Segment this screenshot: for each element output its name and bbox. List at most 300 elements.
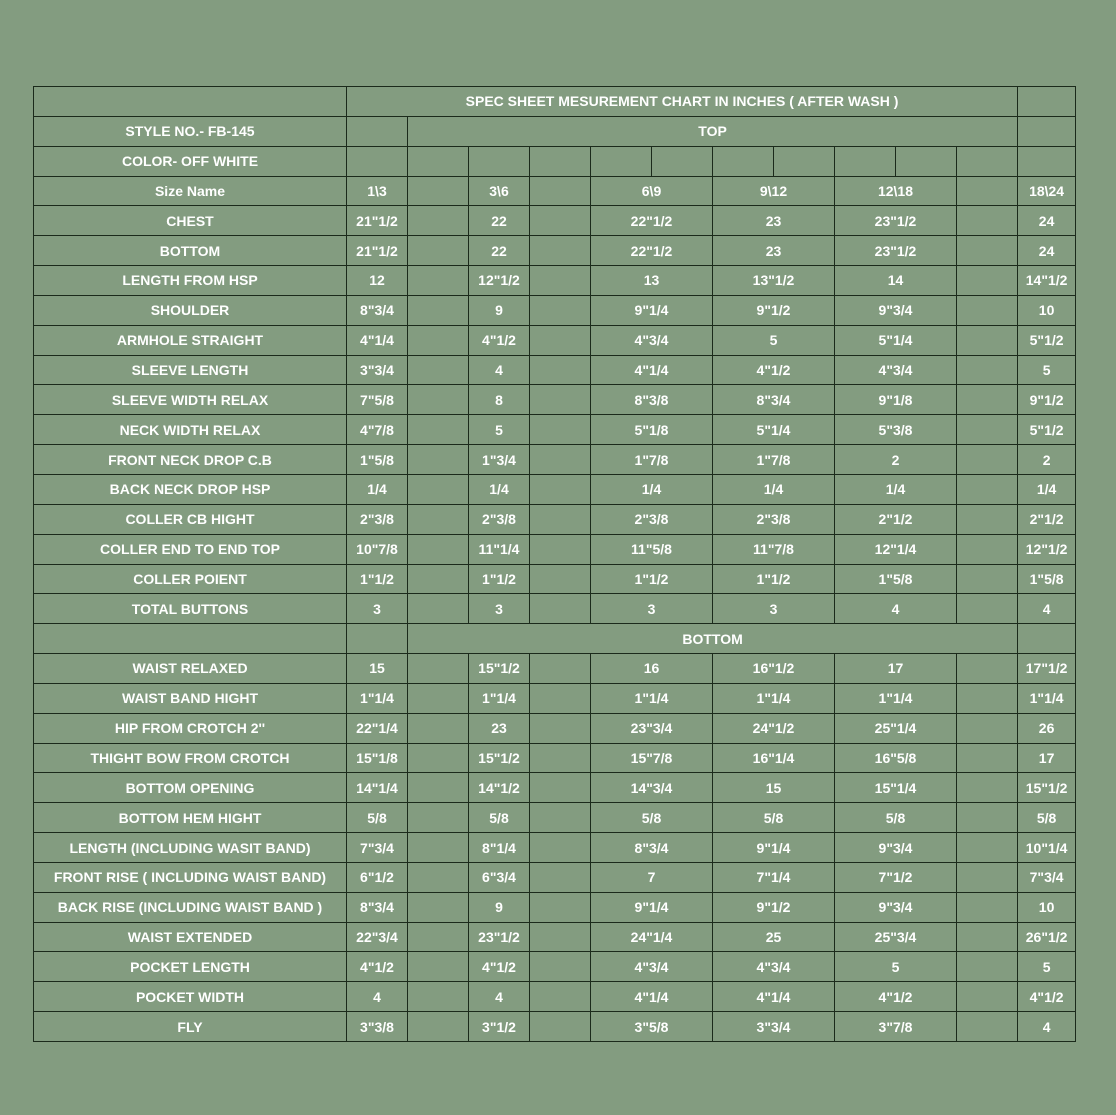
blank-cell bbox=[530, 415, 591, 445]
value-cell: 5"3/8 bbox=[835, 415, 957, 445]
blank-cell bbox=[530, 385, 591, 415]
value-cell: 4"1/2 bbox=[835, 982, 957, 1012]
blank-cell bbox=[530, 146, 591, 176]
value-cell: 3"3/4 bbox=[347, 355, 408, 385]
value-cell: 9"1/4 bbox=[713, 833, 835, 863]
blank-cell bbox=[408, 922, 469, 952]
measurement-label: COLLER CB HIGHT bbox=[34, 504, 347, 534]
blank-cell bbox=[652, 146, 713, 176]
blank-cell bbox=[530, 534, 591, 564]
blank-cell bbox=[408, 146, 469, 176]
value-cell: 23"1/2 bbox=[835, 236, 957, 266]
value-cell: 12 bbox=[347, 266, 408, 296]
value-cell: 4"3/4 bbox=[713, 952, 835, 982]
measurement-label: FRONT NECK DROP C.B bbox=[34, 445, 347, 475]
blank-cell bbox=[530, 474, 591, 504]
blank-cell bbox=[957, 654, 1018, 684]
value-cell: 5"1/2 bbox=[1018, 325, 1076, 355]
measurement-label: COLLER END TO END TOP bbox=[34, 534, 347, 564]
value-cell: 4 bbox=[469, 355, 530, 385]
value-cell: 4"1/2 bbox=[347, 952, 408, 982]
blank-cell bbox=[957, 504, 1018, 534]
value-cell: 1"1/2 bbox=[713, 564, 835, 594]
measurement-label: BACK NECK DROP HSP bbox=[34, 474, 347, 504]
value-cell: 3"7/8 bbox=[835, 1012, 957, 1042]
value-cell: 12"1/2 bbox=[469, 266, 530, 296]
value-cell: 22"1/2 bbox=[591, 236, 713, 266]
value-cell: 5 bbox=[835, 952, 957, 982]
blank-cell bbox=[957, 295, 1018, 325]
blank-cell bbox=[530, 504, 591, 534]
value-cell: 7"5/8 bbox=[347, 385, 408, 415]
blank-cell bbox=[957, 415, 1018, 445]
value-cell: 2"3/8 bbox=[347, 504, 408, 534]
blank-cell bbox=[530, 683, 591, 713]
top-measurement-row bbox=[34, 415, 1076, 445]
value-cell: 14 bbox=[835, 266, 957, 296]
bottom-measurement-row bbox=[34, 683, 1076, 713]
blank-cell bbox=[957, 474, 1018, 504]
value-cell: 15"1/4 bbox=[835, 773, 957, 803]
value-cell: 6"1/2 bbox=[347, 862, 408, 892]
blank-cell bbox=[408, 1012, 469, 1042]
blank-cell bbox=[34, 624, 347, 654]
value-cell: 5 bbox=[469, 415, 530, 445]
measurement-label: SLEEVE WIDTH RELAX bbox=[34, 385, 347, 415]
title-row bbox=[34, 87, 1076, 117]
value-cell: 1"7/8 bbox=[591, 445, 713, 475]
blank-cell bbox=[347, 146, 408, 176]
value-cell: 1/4 bbox=[835, 474, 957, 504]
value-cell: 4 bbox=[469, 982, 530, 1012]
value-cell: 1/4 bbox=[713, 474, 835, 504]
blank-cell bbox=[530, 176, 591, 206]
bottom-section-label: BOTTOM bbox=[408, 624, 1018, 654]
value-cell: 3"3/8 bbox=[347, 1012, 408, 1042]
value-cell: 5 bbox=[713, 325, 835, 355]
blank-cell bbox=[469, 146, 530, 176]
blank-cell bbox=[530, 773, 591, 803]
color-label: COLOR- OFF WHITE bbox=[34, 146, 347, 176]
value-cell: 2"1/2 bbox=[1018, 504, 1076, 534]
measurement-label: TOTAL BUTTONS bbox=[34, 594, 347, 624]
top-measurement-row bbox=[34, 385, 1076, 415]
value-cell: 8"3/4 bbox=[347, 295, 408, 325]
blank-cell bbox=[957, 982, 1018, 1012]
blank-cell bbox=[408, 773, 469, 803]
value-cell: 3 bbox=[713, 594, 835, 624]
bottom-measurement-row bbox=[34, 922, 1076, 952]
value-cell: 23 bbox=[713, 206, 835, 236]
bottom-section-row bbox=[34, 624, 1076, 654]
blank-cell bbox=[408, 713, 469, 743]
value-cell: 1/4 bbox=[347, 474, 408, 504]
measurement-label: BACK RISE (INCLUDING WAIST BAND ) bbox=[34, 892, 347, 922]
value-cell: 5"1/4 bbox=[713, 415, 835, 445]
blank-cell bbox=[408, 833, 469, 863]
blank-cell bbox=[530, 325, 591, 355]
value-cell: 15"1/2 bbox=[1018, 773, 1076, 803]
blank-cell bbox=[408, 445, 469, 475]
measurement-label: ARMHOLE STRAIGHT bbox=[34, 325, 347, 355]
value-cell: 9"1/4 bbox=[591, 295, 713, 325]
blank-cell bbox=[408, 474, 469, 504]
blank-cell bbox=[957, 206, 1018, 236]
value-cell: 1"3/4 bbox=[469, 445, 530, 475]
blank-cell bbox=[530, 1012, 591, 1042]
blank-cell bbox=[530, 206, 591, 236]
blank-cell bbox=[957, 683, 1018, 713]
blank-cell bbox=[957, 803, 1018, 833]
value-cell: 2"1/2 bbox=[835, 504, 957, 534]
value-cell: 1"5/8 bbox=[347, 445, 408, 475]
measurement-label: WAIST RELAXED bbox=[34, 654, 347, 684]
value-cell: 9"3/4 bbox=[835, 295, 957, 325]
value-cell: 1"1/4 bbox=[347, 683, 408, 713]
measurement-label: BOTTOM HEM HIGHT bbox=[34, 803, 347, 833]
value-cell: 2 bbox=[1018, 445, 1076, 475]
value-cell: 23 bbox=[469, 713, 530, 743]
value-cell: 7"3/4 bbox=[347, 833, 408, 863]
blank-cell bbox=[957, 1012, 1018, 1042]
blank-cell bbox=[530, 982, 591, 1012]
value-cell: 7 bbox=[591, 862, 713, 892]
blank-cell bbox=[713, 146, 774, 176]
blank-cell bbox=[530, 236, 591, 266]
blank-cell bbox=[408, 504, 469, 534]
value-cell: 6"3/4 bbox=[469, 862, 530, 892]
blank-cell bbox=[957, 833, 1018, 863]
top-measurement-row bbox=[34, 206, 1076, 236]
bottom-measurement-row bbox=[34, 892, 1076, 922]
blank-cell bbox=[408, 892, 469, 922]
blank-cell bbox=[591, 146, 652, 176]
blank-cell bbox=[530, 564, 591, 594]
blank-cell bbox=[1018, 116, 1076, 146]
value-cell: 9"1/2 bbox=[1018, 385, 1076, 415]
value-cell: 5/8 bbox=[1018, 803, 1076, 833]
blank-cell bbox=[957, 713, 1018, 743]
value-cell: 4 bbox=[1018, 1012, 1076, 1042]
value-cell: 14"1/4 bbox=[347, 773, 408, 803]
value-cell: 4"1/4 bbox=[591, 355, 713, 385]
value-cell: 8"3/4 bbox=[713, 385, 835, 415]
blank-cell bbox=[530, 833, 591, 863]
blank-cell bbox=[957, 355, 1018, 385]
blank-cell bbox=[530, 266, 591, 296]
blank-cell bbox=[530, 803, 591, 833]
value-cell: 7"3/4 bbox=[1018, 862, 1076, 892]
color-row bbox=[34, 146, 1076, 176]
blank-cell bbox=[957, 236, 1018, 266]
bottom-measurement-row bbox=[34, 773, 1076, 803]
value-cell: 5/8 bbox=[469, 803, 530, 833]
value-cell: 4"3/4 bbox=[591, 325, 713, 355]
value-cell: 6\9 bbox=[591, 176, 713, 206]
value-cell: 2"3/8 bbox=[591, 504, 713, 534]
blank-cell bbox=[408, 564, 469, 594]
value-cell: 21"1/2 bbox=[347, 236, 408, 266]
blank-cell bbox=[530, 445, 591, 475]
value-cell: 1/4 bbox=[469, 474, 530, 504]
blank-cell bbox=[408, 206, 469, 236]
blank-cell bbox=[408, 295, 469, 325]
measurement-label: LENGTH FROM HSP bbox=[34, 266, 347, 296]
bottom-measurement-row bbox=[34, 952, 1076, 982]
value-cell: 1"1/2 bbox=[469, 564, 530, 594]
measurement-label: FRONT RISE ( INCLUDING WAIST BAND) bbox=[34, 862, 347, 892]
top-measurement-row bbox=[34, 445, 1076, 475]
value-cell: 8"3/8 bbox=[591, 385, 713, 415]
blank-cell bbox=[957, 564, 1018, 594]
value-cell: 4 bbox=[1018, 594, 1076, 624]
value-cell: 12\18 bbox=[835, 176, 957, 206]
value-cell: 5/8 bbox=[835, 803, 957, 833]
value-cell: 9"1/2 bbox=[713, 295, 835, 325]
bottom-measurement-row bbox=[34, 654, 1076, 684]
blank-cell bbox=[347, 116, 408, 146]
value-cell: 15"1/2 bbox=[469, 743, 530, 773]
value-cell: 17 bbox=[835, 654, 957, 684]
value-cell: 1"5/8 bbox=[1018, 564, 1076, 594]
value-cell: 15 bbox=[713, 773, 835, 803]
value-cell: 15"1/2 bbox=[469, 654, 530, 684]
measurement-label: BOTTOM bbox=[34, 236, 347, 266]
value-cell: 1"1/2 bbox=[347, 564, 408, 594]
top-measurement-row bbox=[34, 594, 1076, 624]
spec-sheet-body bbox=[34, 87, 1076, 1042]
style-number: STYLE NO.- FB-145 bbox=[34, 116, 347, 146]
blank-cell bbox=[408, 862, 469, 892]
value-cell: 18\24 bbox=[1018, 176, 1076, 206]
blank-cell bbox=[530, 355, 591, 385]
value-cell: 23"1/2 bbox=[469, 922, 530, 952]
blank-cell bbox=[530, 743, 591, 773]
blank-cell bbox=[835, 146, 896, 176]
value-cell: 23"3/4 bbox=[591, 713, 713, 743]
value-cell: 7"1/2 bbox=[835, 862, 957, 892]
value-cell: 4"7/8 bbox=[347, 415, 408, 445]
blank-cell bbox=[408, 236, 469, 266]
value-cell: 22 bbox=[469, 236, 530, 266]
value-cell: 3\6 bbox=[469, 176, 530, 206]
blank-cell bbox=[957, 594, 1018, 624]
blank-cell bbox=[957, 445, 1018, 475]
value-cell: 16 bbox=[591, 654, 713, 684]
blank-cell bbox=[957, 773, 1018, 803]
value-cell: 8"3/4 bbox=[591, 833, 713, 863]
value-cell: 5"1/2 bbox=[1018, 415, 1076, 445]
value-cell: 8"3/4 bbox=[347, 892, 408, 922]
value-cell: 5"1/4 bbox=[835, 325, 957, 355]
value-cell: 24 bbox=[1018, 206, 1076, 236]
value-cell: 2"3/8 bbox=[713, 504, 835, 534]
value-cell: 15 bbox=[347, 654, 408, 684]
blank-cell bbox=[957, 862, 1018, 892]
spec-sheet-table bbox=[33, 86, 1076, 1042]
value-cell: 9 bbox=[469, 295, 530, 325]
measurement-label: WAIST BAND HIGHT bbox=[34, 683, 347, 713]
blank-cell bbox=[408, 743, 469, 773]
value-cell: 7"1/4 bbox=[713, 862, 835, 892]
value-cell: 14"3/4 bbox=[591, 773, 713, 803]
value-cell: 5 bbox=[1018, 355, 1076, 385]
top-measurement-row bbox=[34, 564, 1076, 594]
blank-cell bbox=[774, 146, 835, 176]
value-cell: 9\12 bbox=[713, 176, 835, 206]
value-cell: 13"1/2 bbox=[713, 266, 835, 296]
value-cell: 4"3/4 bbox=[591, 952, 713, 982]
value-cell: 11"1/4 bbox=[469, 534, 530, 564]
blank-cell bbox=[408, 982, 469, 1012]
value-cell: 1"1/4 bbox=[591, 683, 713, 713]
blank-cell bbox=[408, 176, 469, 206]
top-measurement-row bbox=[34, 474, 1076, 504]
value-cell: 5/8 bbox=[713, 803, 835, 833]
value-cell: 25"3/4 bbox=[835, 922, 957, 952]
blank-cell bbox=[957, 952, 1018, 982]
style-row bbox=[34, 116, 1076, 146]
value-cell: 4"1/2 bbox=[713, 355, 835, 385]
blank-cell bbox=[957, 892, 1018, 922]
blank-cell bbox=[530, 713, 591, 743]
value-cell: 1/4 bbox=[1018, 474, 1076, 504]
blank-cell bbox=[530, 862, 591, 892]
measurement-label: HIP FROM CROTCH 2'' bbox=[34, 713, 347, 743]
blank-cell bbox=[408, 534, 469, 564]
value-cell: 5 bbox=[1018, 952, 1076, 982]
value-cell: 3 bbox=[591, 594, 713, 624]
bottom-measurement-row bbox=[34, 1012, 1076, 1042]
blank-cell bbox=[408, 803, 469, 833]
value-cell: 2"3/8 bbox=[469, 504, 530, 534]
value-cell: 4 bbox=[835, 594, 957, 624]
value-cell: 24 bbox=[1018, 236, 1076, 266]
blank-cell bbox=[957, 534, 1018, 564]
value-cell: 10 bbox=[1018, 295, 1076, 325]
top-measurement-row bbox=[34, 355, 1076, 385]
blank-cell bbox=[408, 952, 469, 982]
value-cell: 3"1/2 bbox=[469, 1012, 530, 1042]
value-cell: 4"1/4 bbox=[591, 982, 713, 1012]
measurement-label: WAIST EXTENDED bbox=[34, 922, 347, 952]
value-cell: 24"1/4 bbox=[591, 922, 713, 952]
value-cell: 3 bbox=[469, 594, 530, 624]
value-cell: 15"7/8 bbox=[591, 743, 713, 773]
value-cell: 17 bbox=[1018, 743, 1076, 773]
blank-cell bbox=[530, 892, 591, 922]
value-cell: 12"1/4 bbox=[835, 534, 957, 564]
value-cell: 3"5/8 bbox=[591, 1012, 713, 1042]
measurement-label: Size Name bbox=[34, 176, 347, 206]
value-cell: 16"1/4 bbox=[713, 743, 835, 773]
size-name-row bbox=[34, 176, 1076, 206]
value-cell: 14"1/2 bbox=[469, 773, 530, 803]
value-cell: 4"1/2 bbox=[469, 325, 530, 355]
blank-cell bbox=[408, 385, 469, 415]
measurement-label: POCKET WIDTH bbox=[34, 982, 347, 1012]
blank-cell bbox=[1018, 146, 1076, 176]
value-cell: 4 bbox=[347, 982, 408, 1012]
value-cell: 4"1/2 bbox=[469, 952, 530, 982]
value-cell: 10 bbox=[1018, 892, 1076, 922]
measurement-label: NECK WIDTH RELAX bbox=[34, 415, 347, 445]
blank-cell bbox=[408, 594, 469, 624]
value-cell: 26"1/2 bbox=[1018, 922, 1076, 952]
value-cell: 3 bbox=[347, 594, 408, 624]
top-measurement-row bbox=[34, 325, 1076, 355]
value-cell: 3"3/4 bbox=[713, 1012, 835, 1042]
blank-cell bbox=[408, 355, 469, 385]
blank-cell bbox=[530, 295, 591, 325]
value-cell: 5"1/8 bbox=[591, 415, 713, 445]
blank-cell bbox=[408, 683, 469, 713]
value-cell: 21"1/2 bbox=[347, 206, 408, 236]
value-cell: 10"7/8 bbox=[347, 534, 408, 564]
top-measurement-row bbox=[34, 504, 1076, 534]
value-cell: 25 bbox=[713, 922, 835, 952]
value-cell: 8"1/4 bbox=[469, 833, 530, 863]
blank-cell bbox=[957, 146, 1018, 176]
value-cell: 4"1/4 bbox=[713, 982, 835, 1012]
value-cell: 13 bbox=[591, 266, 713, 296]
measurement-label: THIGHT BOW FROM CROTCH bbox=[34, 743, 347, 773]
measurement-label: SLEEVE LENGTH bbox=[34, 355, 347, 385]
blank-cell bbox=[957, 325, 1018, 355]
value-cell: 1"7/8 bbox=[713, 445, 835, 475]
value-cell: 1"1/2 bbox=[591, 564, 713, 594]
bottom-measurement-row bbox=[34, 803, 1076, 833]
measurement-label: BOTTOM OPENING bbox=[34, 773, 347, 803]
value-cell: 5/8 bbox=[347, 803, 408, 833]
blank-cell bbox=[408, 325, 469, 355]
measurement-label: SHOULDER bbox=[34, 295, 347, 325]
value-cell: 1/4 bbox=[591, 474, 713, 504]
value-cell: 8 bbox=[469, 385, 530, 415]
measurement-label: CHEST bbox=[34, 206, 347, 236]
value-cell: 1"1/4 bbox=[713, 683, 835, 713]
bottom-measurement-row bbox=[34, 982, 1076, 1012]
value-cell: 1"1/4 bbox=[469, 683, 530, 713]
blank-cell bbox=[408, 415, 469, 445]
value-cell: 22"1/4 bbox=[347, 713, 408, 743]
value-cell: 26 bbox=[1018, 713, 1076, 743]
blank-cell bbox=[530, 594, 591, 624]
value-cell: 4"3/4 bbox=[835, 355, 957, 385]
bottom-measurement-row bbox=[34, 862, 1076, 892]
value-cell: 24"1/2 bbox=[713, 713, 835, 743]
value-cell: 5/8 bbox=[591, 803, 713, 833]
blank-cell bbox=[1018, 624, 1076, 654]
top-measurement-row bbox=[34, 534, 1076, 564]
top-measurement-row bbox=[34, 295, 1076, 325]
blank-cell bbox=[957, 743, 1018, 773]
value-cell: 14"1/2 bbox=[1018, 266, 1076, 296]
blank-cell bbox=[408, 266, 469, 296]
blank-cell bbox=[1018, 87, 1076, 117]
blank-cell bbox=[957, 176, 1018, 206]
value-cell: 16"1/2 bbox=[713, 654, 835, 684]
blank-cell bbox=[34, 87, 347, 117]
value-cell: 25"1/4 bbox=[835, 713, 957, 743]
bottom-measurement-row bbox=[34, 713, 1076, 743]
value-cell: 9"3/4 bbox=[835, 892, 957, 922]
value-cell: 22"1/2 bbox=[591, 206, 713, 236]
value-cell: 1"5/8 bbox=[835, 564, 957, 594]
measurement-label: FLY bbox=[34, 1012, 347, 1042]
blank-cell bbox=[347, 624, 408, 654]
value-cell: 1\3 bbox=[347, 176, 408, 206]
